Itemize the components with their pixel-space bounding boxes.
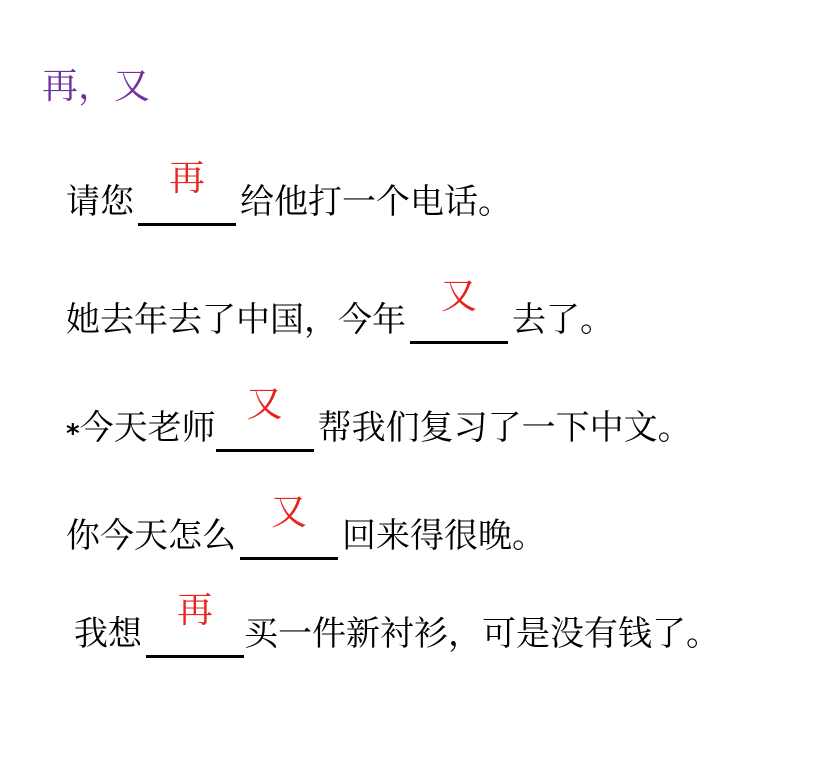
sentence-2-suffix: 去了。 — [512, 300, 614, 340]
page-title: 再，又 — [42, 66, 151, 107]
sentence-3-star: * — [66, 419, 80, 449]
sentence-2 — [66, 276, 614, 344]
sentence-3 — [66, 384, 692, 452]
sentence-3-answer: 又 — [246, 384, 283, 425]
sentence-2-blank — [410, 276, 508, 344]
sentence-4-suffix: 回来得很晚。 — [342, 516, 546, 556]
sentence-1-answer: 再 — [168, 158, 205, 199]
sentence-5 — [74, 590, 720, 658]
sentence-4 — [66, 492, 546, 560]
sentence-4-blank — [240, 492, 338, 560]
sentence-3-prefix: 今天老师 — [79, 408, 216, 448]
sentence-1-prefix: 请您 — [66, 182, 134, 222]
sentence-1-suffix: 给他打一个电话。 — [240, 182, 512, 222]
sentence-2-prefix: 她去年去了中国，今年 — [66, 300, 406, 340]
sentence-4-prefix: 你今天怎么 — [66, 516, 236, 556]
sentence-5-prefix: 我想 — [74, 614, 142, 654]
sentence-4-answer: 又 — [270, 492, 307, 533]
sentence-5-suffix: 买一件新衬衫，可是没有钱了。 — [244, 614, 720, 654]
sentence-3-suffix: 帮我们复习了一下中文。 — [317, 408, 692, 448]
sentence-1-blank — [138, 158, 236, 226]
sentence-1 — [66, 158, 512, 226]
sentence-5-blank — [146, 590, 244, 658]
sentence-3-blank — [216, 384, 314, 452]
sentence-2-answer: 又 — [440, 276, 477, 317]
sentence-5-answer: 再 — [176, 590, 213, 631]
